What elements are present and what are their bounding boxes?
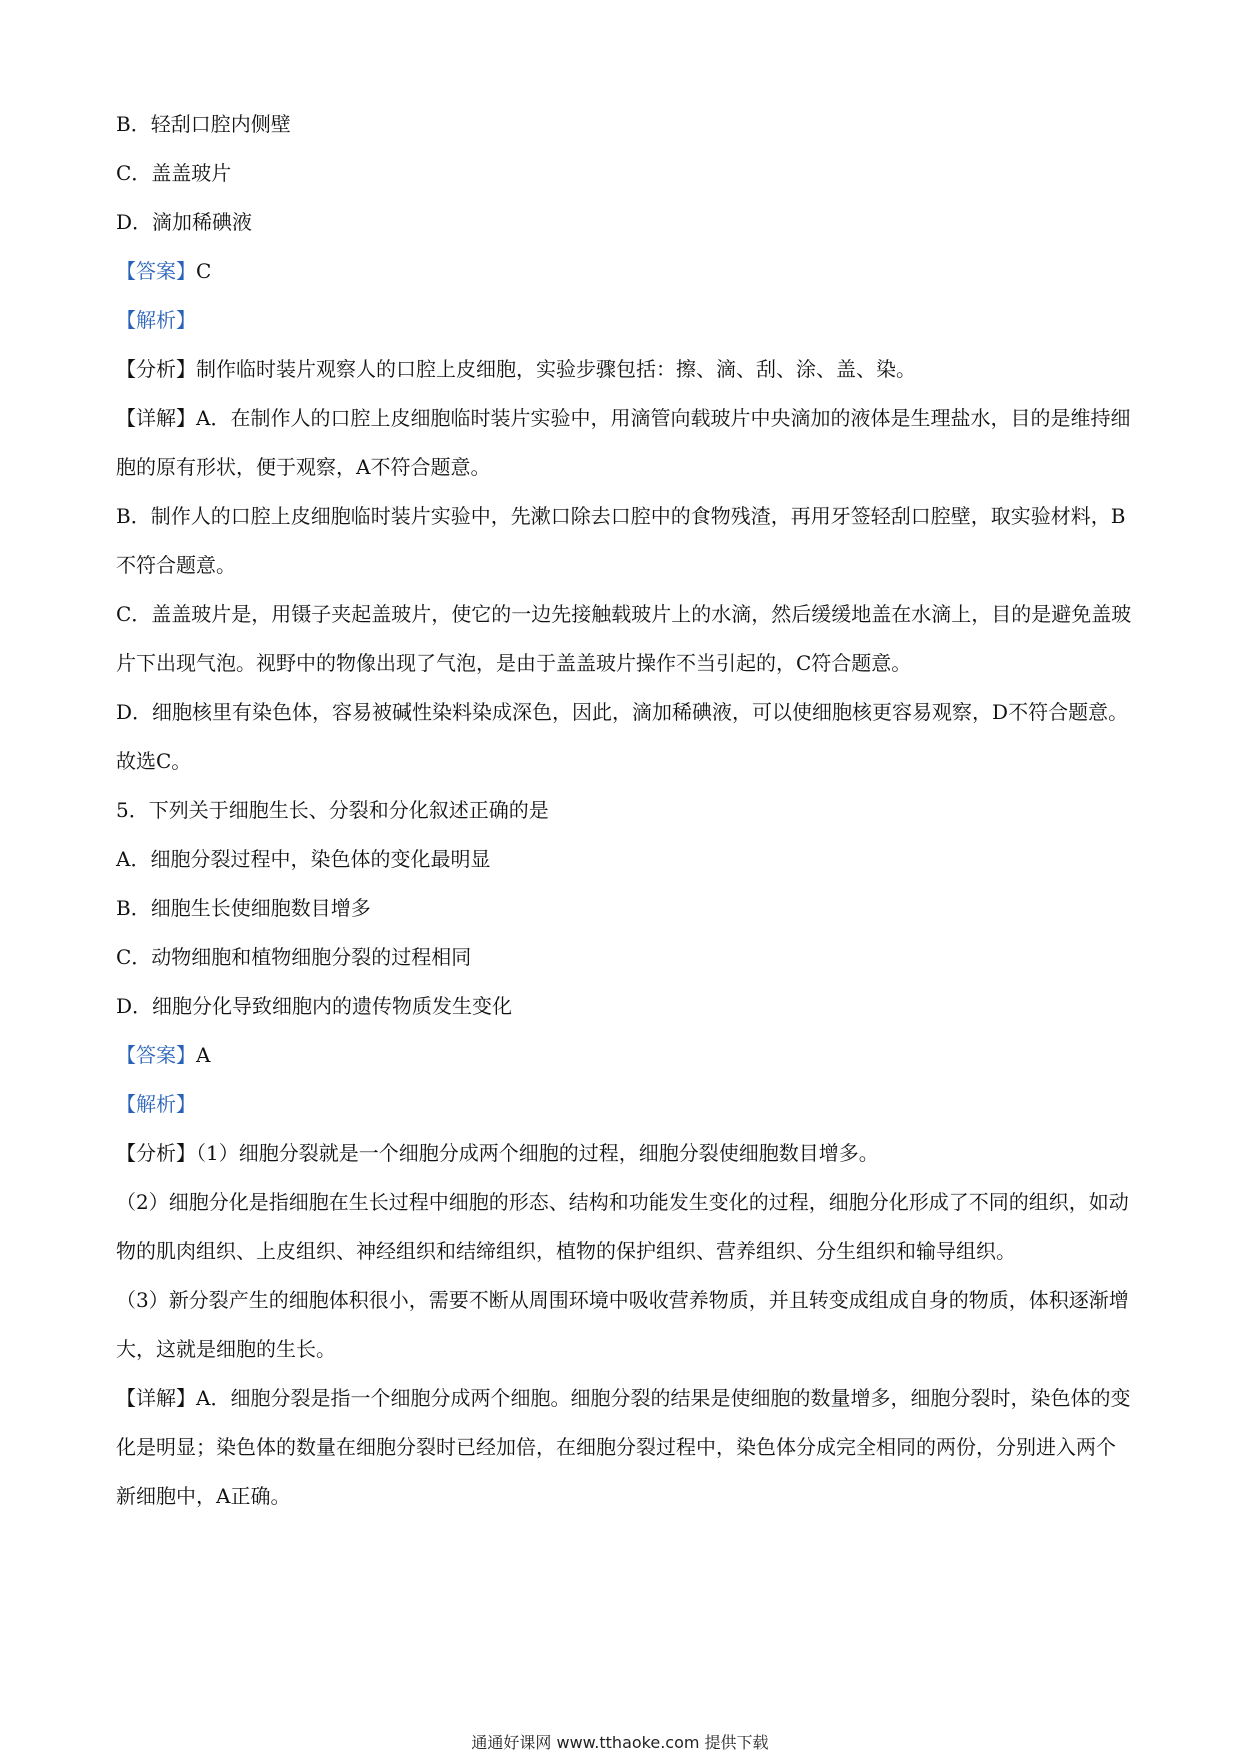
q5-fenxi-3: （3）新分裂产生的细胞体积很小，需要不断从周围环境中吸收营养物质，并且转变成组成自身的物质，体积逐渐增大，这就是细胞的生长。 — [116, 1288, 1129, 1361]
q4-option-b: B．轻刮口腔内侧壁 — [116, 112, 291, 136]
q4-answer — [116, 247, 1134, 296]
q4-detail-d: D．细胞核里有染色体，容易被碱性染料染成深色，因此，滴加稀碘液，可以使细胞核更容易观察，D不符合题意。 — [116, 700, 1129, 724]
page-content — [116, 100, 1134, 1521]
q5-fenxi-label: 【分析】 — [116, 1141, 196, 1165]
q4-detail-a — [116, 394, 1134, 492]
page-footer: 通通好课网 www.tthaoke.com 提供下载 — [471, 1733, 769, 1752]
q4-fenxi-label: 【分析】 — [116, 357, 196, 381]
q5-fenxi-1 — [116, 1129, 1134, 1178]
q4-detail-b: B．制作人的口腔上皮细胞临时装片实验中，先漱口除去口腔中的食物残渣，再用牙签轻刮口腔壁，取实验材料，B不符合题意。 — [116, 504, 1126, 577]
q5-detail-a-text: A．细胞分裂是指一个细胞分成两个细胞。细胞分裂的结果是使细胞的数量增多，细胞分裂时，染色体的变化是明显；染色体的数量在细胞分裂时已经加倍，在细胞分裂过程中，染色体分成完全相同的两份，分别进入两个新细胞中，A正确。 — [116, 1386, 1131, 1508]
q5-answer — [116, 1031, 1134, 1080]
q5-fenxi-2: （2）细胞分化是指细胞在生长过程中细胞的形态、结构和功能发生变化的过程，细胞分化形成了不同的组织，如动物的肌肉组织、上皮组织、神经组织和结缔组织，植物的保护组织、营养组织、分生组织和输导组织。 — [116, 1190, 1129, 1263]
q4-answer-label: 【答案】 — [116, 259, 196, 283]
q5-answer-value: A — [196, 1043, 211, 1067]
q4-option-c: C．盖盖玻片 — [116, 161, 232, 185]
q4-option-d: D．滴加稀碘液 — [116, 210, 253, 234]
q5-option-d: D．细胞分化导致细胞内的遗传物质发生变化 — [116, 994, 513, 1018]
q4-jiexi-label: 【解析】 — [116, 308, 196, 332]
q5-stem: 5．下列关于细胞生长、分裂和分化叙述正确的是 — [116, 798, 549, 822]
q5-jiexi-label: 【解析】 — [116, 1092, 196, 1116]
q4-fenxi-text: 制作临时装片观察人的口腔上皮细胞，实验步骤包括：擦、滴、刮、涂、盖、染。 — [196, 357, 916, 381]
q5-xiangjie-label: 【详解】 — [116, 1386, 196, 1410]
q5-option-a: A．细胞分裂过程中，染色体的变化最明显 — [116, 847, 491, 871]
q4-answer-value: C — [196, 259, 212, 283]
q4-detail-c: C．盖盖玻片是，用镊子夹起盖玻片，使它的一边先接触载玻片上的水滴，然后缓缓地盖在水滴上，目的是避免盖玻片下出现气泡。视野中的物像出现了气泡，是由于盖盖玻片操作不当引起的，C符合题意。 — [116, 602, 1132, 675]
q4-xiangjie-label: 【详解】 — [116, 406, 196, 430]
q4-detail-a-text: A．在制作人的口腔上皮细胞临时装片实验中，用滴管向载玻片中央滴加的液体是生理盐水，目的是维持细胞的原有形状，便于观察，A不符合题意。 — [116, 406, 1131, 479]
q4-conclusion: 故选C。 — [116, 749, 192, 773]
q4-fenxi — [116, 345, 1134, 394]
q5-option-c: C．动物细胞和植物细胞分裂的过程相同 — [116, 945, 472, 969]
q5-option-b: B．细胞生长使细胞数目增多 — [116, 896, 371, 920]
q5-answer-label: 【答案】 — [116, 1043, 196, 1067]
q5-detail-a — [116, 1374, 1134, 1521]
q5-fenxi-1-text: （1）细胞分裂就是一个细胞分成两个细胞的过程，细胞分裂使细胞数目增多。 — [196, 1141, 879, 1165]
